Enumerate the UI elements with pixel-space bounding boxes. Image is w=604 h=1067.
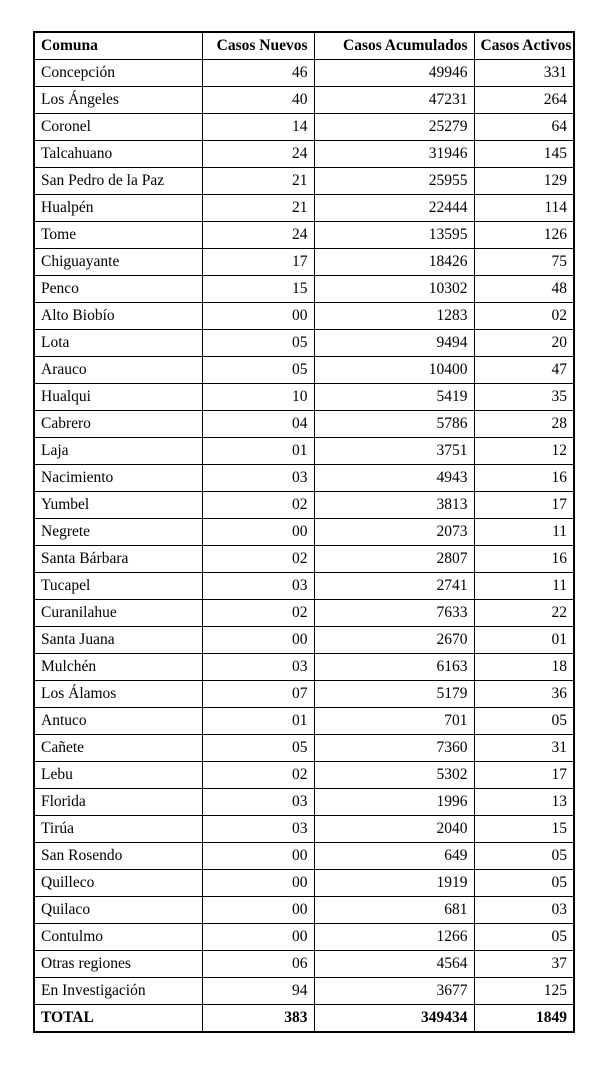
cell-casos-nuevos: 03 — [202, 789, 314, 816]
table-row — [34, 276, 574, 303]
cell-casos-activos: 15 — [474, 816, 574, 843]
table-total-row — [34, 1005, 574, 1033]
cell-casos-activos: 125 — [474, 978, 574, 1005]
cell-casos-nuevos: 03 — [202, 816, 314, 843]
column-header-casos-acumulados: Casos Acumulados — [314, 32, 474, 60]
table-row — [34, 87, 574, 114]
cell-casos-activos: 75 — [474, 249, 574, 276]
covid-table-container — [33, 31, 573, 1033]
cell-casos-acumulados: 2741 — [314, 573, 474, 600]
cell-casos-acumulados: 31946 — [314, 141, 474, 168]
cell-comuna: En Investigación — [34, 978, 202, 1005]
cell-casos-nuevos: 04 — [202, 411, 314, 438]
table-row — [34, 843, 574, 870]
cell-comuna: Florida — [34, 789, 202, 816]
table-row — [34, 627, 574, 654]
cell-casos-nuevos: 40 — [202, 87, 314, 114]
table-row — [34, 924, 574, 951]
cell-casos-nuevos: 06 — [202, 951, 314, 978]
cell-casos-acumulados: 4943 — [314, 465, 474, 492]
table-row — [34, 384, 574, 411]
table-row — [34, 141, 574, 168]
cell-comuna: Chiguayante — [34, 249, 202, 276]
cell-casos-activos: 17 — [474, 762, 574, 789]
cell-casos-acumulados: 49946 — [314, 60, 474, 87]
table-row — [34, 357, 574, 384]
column-header-casos-activos: Casos Activos — [474, 32, 574, 60]
cell-comuna: Curanilahue — [34, 600, 202, 627]
table-row — [34, 492, 574, 519]
cell-casos-activos: 129 — [474, 168, 574, 195]
cell-casos-nuevos: 03 — [202, 573, 314, 600]
cell-casos-acumulados: 2040 — [314, 816, 474, 843]
cell-casos-acumulados: 649 — [314, 843, 474, 870]
cell-comuna: Talcahuano — [34, 141, 202, 168]
cell-casos-nuevos: 24 — [202, 141, 314, 168]
cell-casos-activos: 114 — [474, 195, 574, 222]
cell-casos-acumulados: 25955 — [314, 168, 474, 195]
table-body — [34, 60, 574, 1005]
cell-casos-nuevos: 03 — [202, 465, 314, 492]
cell-casos-activos: 05 — [474, 870, 574, 897]
cell-casos-acumulados: 681 — [314, 897, 474, 924]
cell-casos-nuevos: 00 — [202, 303, 314, 330]
cell-comuna: San Rosendo — [34, 843, 202, 870]
total-casos-acumulados: 349434 — [314, 1005, 474, 1033]
table-row — [34, 438, 574, 465]
cell-casos-nuevos: 24 — [202, 222, 314, 249]
cell-casos-acumulados: 47231 — [314, 87, 474, 114]
cell-comuna: Concepción — [34, 60, 202, 87]
cell-comuna: Otras regiones — [34, 951, 202, 978]
cell-casos-nuevos: 14 — [202, 114, 314, 141]
cell-casos-activos: 31 — [474, 735, 574, 762]
cell-casos-nuevos: 01 — [202, 708, 314, 735]
table-row — [34, 168, 574, 195]
cell-casos-activos: 36 — [474, 681, 574, 708]
table-row — [34, 60, 574, 87]
cell-casos-nuevos: 02 — [202, 546, 314, 573]
cell-casos-activos: 11 — [474, 573, 574, 600]
cell-casos-nuevos: 05 — [202, 330, 314, 357]
cell-casos-acumulados: 9494 — [314, 330, 474, 357]
cell-casos-activos: 16 — [474, 465, 574, 492]
cell-casos-activos: 11 — [474, 519, 574, 546]
cell-comuna: Santa Bárbara — [34, 546, 202, 573]
cell-casos-nuevos: 00 — [202, 519, 314, 546]
cell-comuna: Cañete — [34, 735, 202, 762]
cell-comuna: Quilaco — [34, 897, 202, 924]
column-header-comuna: Comuna — [34, 32, 202, 60]
cell-casos-activos: 126 — [474, 222, 574, 249]
cell-casos-nuevos: 94 — [202, 978, 314, 1005]
cell-casos-activos: 47 — [474, 357, 574, 384]
table-row — [34, 573, 574, 600]
cell-casos-acumulados: 2807 — [314, 546, 474, 573]
table-row — [34, 114, 574, 141]
cell-casos-nuevos: 00 — [202, 870, 314, 897]
cell-casos-nuevos: 03 — [202, 654, 314, 681]
cell-casos-nuevos: 15 — [202, 276, 314, 303]
cell-casos-activos: 12 — [474, 438, 574, 465]
table-row — [34, 195, 574, 222]
cell-comuna: Cabrero — [34, 411, 202, 438]
table-row — [34, 600, 574, 627]
cell-casos-acumulados: 5786 — [314, 411, 474, 438]
cell-casos-activos: 02 — [474, 303, 574, 330]
cell-casos-acumulados: 10400 — [314, 357, 474, 384]
cell-casos-acumulados: 5419 — [314, 384, 474, 411]
cell-casos-nuevos: 02 — [202, 762, 314, 789]
table-row — [34, 708, 574, 735]
cell-casos-acumulados: 3677 — [314, 978, 474, 1005]
table-row — [34, 870, 574, 897]
cell-comuna: Los Álamos — [34, 681, 202, 708]
cell-comuna: Los Ángeles — [34, 87, 202, 114]
cell-comuna: Contulmo — [34, 924, 202, 951]
cell-comuna: Santa Juana — [34, 627, 202, 654]
cell-casos-activos: 05 — [474, 708, 574, 735]
table-row — [34, 762, 574, 789]
cell-casos-activos: 264 — [474, 87, 574, 114]
cell-comuna: San Pedro de la Paz — [34, 168, 202, 195]
cell-comuna: Coronel — [34, 114, 202, 141]
table-footer — [34, 1005, 574, 1033]
cell-comuna: Hualpén — [34, 195, 202, 222]
table-row — [34, 789, 574, 816]
table-row — [34, 546, 574, 573]
table-row — [34, 897, 574, 924]
cell-casos-activos: 01 — [474, 627, 574, 654]
cell-casos-acumulados: 7633 — [314, 600, 474, 627]
table-header-row — [34, 32, 574, 60]
cell-casos-nuevos: 01 — [202, 438, 314, 465]
total-casos-activos: 1849 — [474, 1005, 574, 1033]
table-row — [34, 249, 574, 276]
cell-casos-acumulados: 7360 — [314, 735, 474, 762]
cell-casos-activos: 145 — [474, 141, 574, 168]
cell-casos-activos: 05 — [474, 924, 574, 951]
cell-casos-activos: 16 — [474, 546, 574, 573]
cell-casos-acumulados: 2073 — [314, 519, 474, 546]
table-row — [34, 978, 574, 1005]
cell-casos-acumulados: 5179 — [314, 681, 474, 708]
cell-casos-acumulados: 3751 — [314, 438, 474, 465]
table-row — [34, 654, 574, 681]
cell-casos-acumulados: 1283 — [314, 303, 474, 330]
cell-comuna: Tome — [34, 222, 202, 249]
cell-casos-acumulados: 13595 — [314, 222, 474, 249]
cell-casos-activos: 20 — [474, 330, 574, 357]
cell-casos-activos: 18 — [474, 654, 574, 681]
cell-casos-acumulados: 2670 — [314, 627, 474, 654]
cell-comuna: Mulchén — [34, 654, 202, 681]
table-row — [34, 735, 574, 762]
table-row — [34, 519, 574, 546]
cell-casos-activos: 22 — [474, 600, 574, 627]
cell-comuna: Antuco — [34, 708, 202, 735]
cell-casos-acumulados: 4564 — [314, 951, 474, 978]
cell-casos-nuevos: 00 — [202, 843, 314, 870]
table-row — [34, 816, 574, 843]
cell-comuna: Alto Biobío — [34, 303, 202, 330]
cell-casos-acumulados: 10302 — [314, 276, 474, 303]
table-row — [34, 411, 574, 438]
cell-casos-nuevos: 46 — [202, 60, 314, 87]
cell-casos-activos: 48 — [474, 276, 574, 303]
cell-casos-acumulados: 25279 — [314, 114, 474, 141]
cell-comuna: Laja — [34, 438, 202, 465]
cell-comuna: Tucapel — [34, 573, 202, 600]
cell-casos-activos: 64 — [474, 114, 574, 141]
cell-comuna: Nacimiento — [34, 465, 202, 492]
table-row — [34, 951, 574, 978]
cell-casos-acumulados: 3813 — [314, 492, 474, 519]
table-row — [34, 681, 574, 708]
cell-casos-acumulados: 1996 — [314, 789, 474, 816]
cell-comuna: Hualqui — [34, 384, 202, 411]
cell-comuna: Negrete — [34, 519, 202, 546]
cell-casos-nuevos: 10 — [202, 384, 314, 411]
cell-casos-nuevos: 05 — [202, 357, 314, 384]
cell-casos-acumulados: 22444 — [314, 195, 474, 222]
cell-casos-activos: 17 — [474, 492, 574, 519]
table-row — [34, 303, 574, 330]
cell-casos-nuevos: 05 — [202, 735, 314, 762]
cell-casos-nuevos: 02 — [202, 600, 314, 627]
cell-casos-nuevos: 02 — [202, 492, 314, 519]
cell-casos-activos: 05 — [474, 843, 574, 870]
cell-comuna: Yumbel — [34, 492, 202, 519]
total-label: TOTAL — [34, 1005, 202, 1033]
cell-casos-acumulados: 1919 — [314, 870, 474, 897]
cell-casos-nuevos: 00 — [202, 924, 314, 951]
covid-comuna-table — [33, 31, 575, 1033]
cell-casos-acumulados: 18426 — [314, 249, 474, 276]
cell-casos-nuevos: 21 — [202, 195, 314, 222]
cell-comuna: Quilleco — [34, 870, 202, 897]
cell-casos-activos: 35 — [474, 384, 574, 411]
total-casos-nuevos: 383 — [202, 1005, 314, 1033]
cell-casos-activos: 331 — [474, 60, 574, 87]
cell-casos-activos: 28 — [474, 411, 574, 438]
cell-comuna: Penco — [34, 276, 202, 303]
table-row — [34, 465, 574, 492]
cell-casos-acumulados: 701 — [314, 708, 474, 735]
cell-casos-nuevos: 00 — [202, 627, 314, 654]
cell-casos-acumulados: 6163 — [314, 654, 474, 681]
table-row — [34, 222, 574, 249]
cell-comuna: Lota — [34, 330, 202, 357]
table-row — [34, 330, 574, 357]
cell-comuna: Tirúa — [34, 816, 202, 843]
cell-casos-nuevos: 21 — [202, 168, 314, 195]
cell-casos-nuevos: 00 — [202, 897, 314, 924]
cell-casos-nuevos: 07 — [202, 681, 314, 708]
cell-casos-acumulados: 1266 — [314, 924, 474, 951]
column-header-casos-nuevos: Casos Nuevos — [202, 32, 314, 60]
cell-casos-activos: 03 — [474, 897, 574, 924]
cell-casos-activos: 37 — [474, 951, 574, 978]
table-header — [34, 32, 574, 60]
cell-comuna: Lebu — [34, 762, 202, 789]
cell-comuna: Arauco — [34, 357, 202, 384]
cell-casos-acumulados: 5302 — [314, 762, 474, 789]
cell-casos-nuevos: 17 — [202, 249, 314, 276]
cell-casos-activos: 13 — [474, 789, 574, 816]
